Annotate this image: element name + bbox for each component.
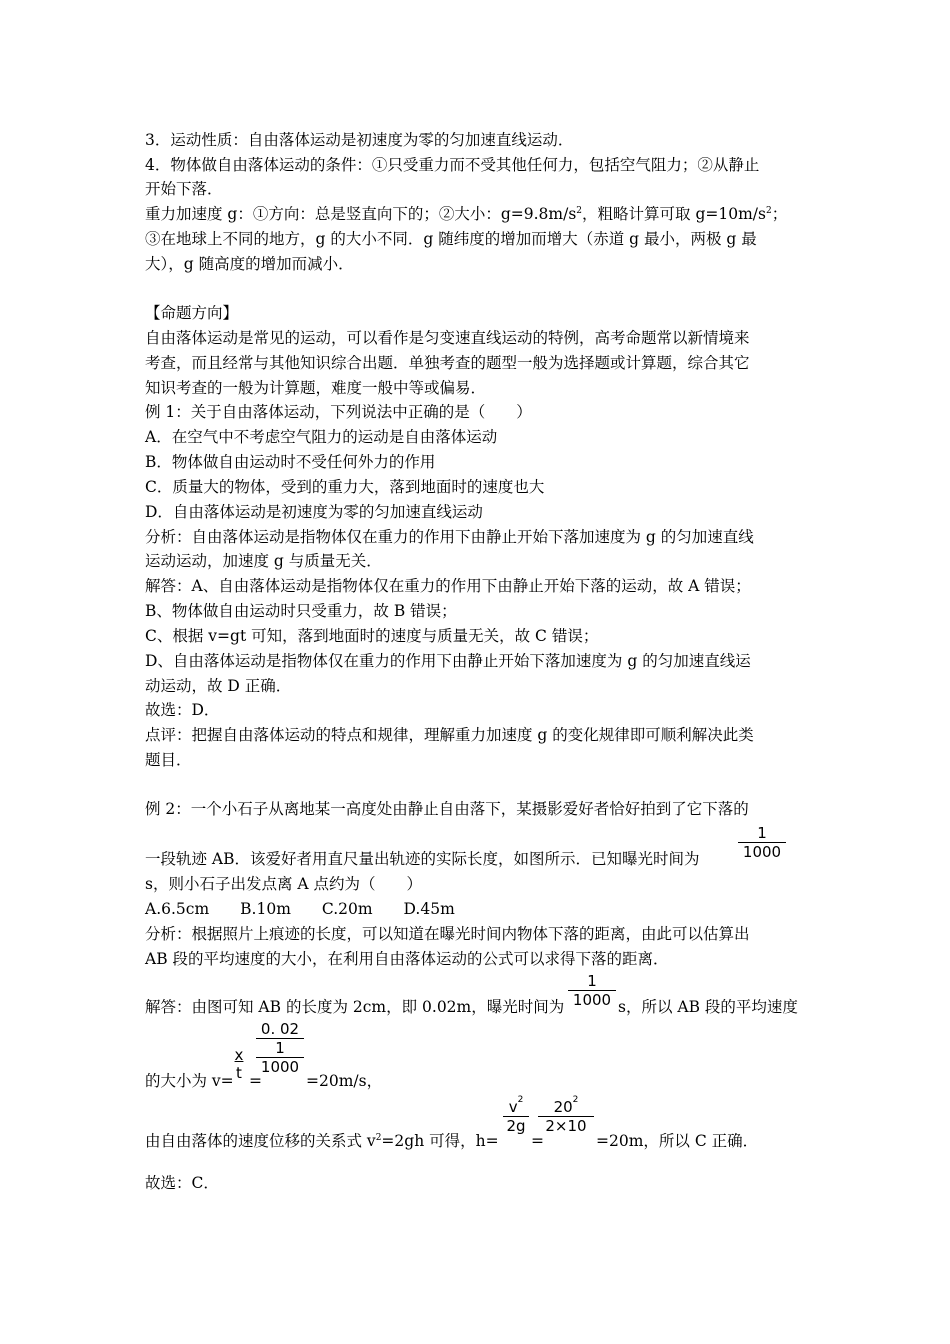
line: 的大小为 v= (145, 1072, 234, 1090)
fraction: $\frac{1}{1000}$ (568, 972, 616, 1009)
equals: = (249, 1072, 262, 1090)
options: A.6.5cm B.10m C.20m D.45m (145, 900, 455, 918)
line: 解答：A、自由落体运动是指物体仅在重力的作用下由静止开始下落的运动，故 A 错误； (145, 577, 751, 595)
option: B．物体做自由运动时不受任何外力的作用 (145, 453, 436, 471)
section-heading: 【命题方向】 (145, 304, 239, 322)
line: AB 段的平均速度的大小，在利用自由落体运动的公式可以求得下落的距离． (145, 950, 669, 968)
fraction: $\frac{x}{t}$ (234, 1046, 244, 1082)
line: s，则小石子出发点离 A 点约为（ ） (145, 875, 423, 893)
fraction: $\frac{v^2}{2g}$ (503, 1098, 529, 1135)
line: ③在地球上不同的地方，g 的大小不同．g 随纬度的增加而增大（赤道 g 最小，两极 g 最 (145, 230, 757, 248)
line: 分析：自由落体运动是指物体仅在重力的作用下由静止开始下落加速度为 g 的匀加速直线 (145, 528, 754, 546)
line: B、物体做自由运动时只受重力，故 B 错误； (145, 602, 457, 620)
line: s，所以 AB 段的平均速度 (618, 998, 798, 1016)
fraction: $\frac{1}{1000}$ (738, 824, 786, 861)
line: 故选：D． (145, 701, 220, 719)
line: 大），g 随高度的增加而减小． (145, 255, 354, 273)
line: 故选：C． (145, 1174, 219, 1192)
line: 一段轨迹 AB．该爱好者用直尺量出轨迹的实际长度，如图所示．已知曝光时间为 (145, 850, 700, 868)
line: =20m/s， (306, 1072, 383, 1090)
line: 分析：根据照片上痕迹的长度，可以知道在曝光时间内物体下落的距离，由此可以估算出 (145, 925, 750, 943)
line: 知识考查的一般为计算题，难度一般中等或偏易． (145, 379, 487, 397)
line: C、根据 v=gt 可知，落到地面时的速度与质量无关，故 C 错误； (145, 627, 599, 645)
line: 重力加速度 g：①方向：总是竖直向下的；②大小：$g=9.8m/s^2$，粗略计算可取 $g=10m/s^2$； (145, 205, 788, 223)
line: 开始下落． (145, 180, 223, 198)
line: 题目． (145, 751, 192, 769)
line: 动运动，故 D 正确． (145, 677, 292, 695)
line: 由自由落体的速度位移的关系式 $v^2=2gh$ 可得，h= (145, 1132, 499, 1150)
line: 4．物体做自由落体运动的条件：①只受重力而不受其他任何力，包括空气阻力；②从静止 (145, 156, 760, 174)
fraction: 0. 02 1 1000 (256, 1020, 304, 1076)
option: D．自由落体运动是初速度为零的匀加速直线运动 (145, 503, 483, 521)
line: 例 2：一个小石子从离地某一高度处由静止自由落下，某摄影爱好者恰好拍到了它下落的 (145, 800, 749, 818)
option: A．在空气中不考虑空气阻力的运动是自由落体运动 (145, 428, 498, 446)
fraction: $\frac{20^2}{2\times 10}$ (538, 1098, 594, 1135)
equals: = (531, 1132, 544, 1150)
line: 考查，而且经常与其他知识综合出题．单独考查的题型一般为选择题或计算题，综合其它 (145, 354, 750, 372)
line: =20m，所以 C 正确． (596, 1132, 759, 1150)
line: 3．运动性质：自由落体运动是初速度为零的匀加速直线运动． (145, 131, 574, 149)
line: 运动运动，加速度 g 与质量无关． (145, 552, 382, 570)
line: 例 1：关于自由落体运动，下列说法中正确的是（ ） (145, 403, 532, 421)
line: 解答：由图可知 AB 的长度为 2cm，即 0.02m，曝光时间为 (145, 998, 565, 1016)
line: 点评：把握自由落体运动的特点和规律，理解重力加速度 g 的变化规律即可顺利解决此类 (145, 726, 754, 744)
line: 自由落体运动是常见的运动，可以看作是匀变速直线运动的特例，高考命题常以新情境来 (145, 329, 750, 347)
option: C．质量大的物体，受到的重力大，落到地面时的速度也大 (145, 478, 545, 496)
line: D、自由落体运动是指物体仅在重力的作用下由静止开始下落加速度为 g 的匀加速直线运 (145, 652, 751, 670)
